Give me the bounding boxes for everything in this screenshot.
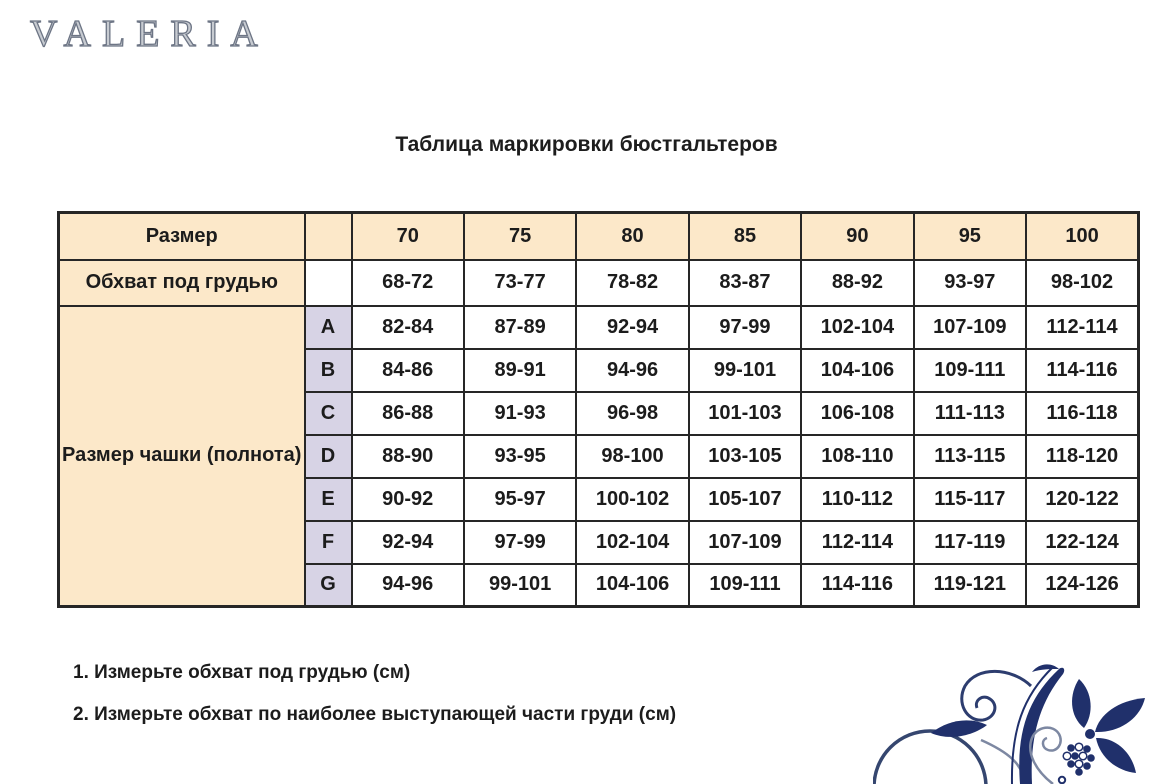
cup-value: 87-89 [464,306,576,349]
cup-value: 99-101 [464,564,576,607]
underbust-value: 68-72 [352,260,464,306]
cup-value: 89-91 [464,349,576,392]
cup-letter: B [305,349,352,392]
cup-value: 98-100 [576,435,688,478]
cup-value: 110-112 [801,478,913,521]
size-value: 80 [576,213,688,260]
cup-letter: E [305,478,352,521]
size-row-label: Размер [59,213,305,260]
cup-value: 114-116 [801,564,913,607]
underbust-row-label: Обхват под грудью [59,260,305,306]
size-value: 70 [352,213,464,260]
cup-value: 119-121 [914,564,1026,607]
cup-value: 86-88 [352,392,464,435]
cup-value: 100-102 [576,478,688,521]
cup-value: 108-110 [801,435,913,478]
size-value: 95 [914,213,1026,260]
brand-logo: VALERIA [30,13,269,55]
cup-value: 112-114 [1026,306,1138,349]
cup-value: 91-93 [464,392,576,435]
table-row-size [59,213,1139,260]
cup-letter: F [305,521,352,564]
cup-value: 104-106 [801,349,913,392]
underbust-value: 98-102 [1026,260,1138,306]
cup-value: 111-113 [914,392,1026,435]
underbust-value: 78-82 [576,260,688,306]
cup-size-label: Размер чашки (полнота) [59,306,305,607]
instruction-line-1: 1. Измерьте обхват под грудью (см) [73,662,411,683]
size-value: 90 [801,213,913,260]
spacer-cell [305,213,352,260]
cup-value: 109-111 [689,564,801,607]
bra-size-table [57,211,1140,608]
cup-value: 95-97 [464,478,576,521]
page-title: Таблица маркировки бюстгальтеров [395,133,778,156]
cup-letter: C [305,392,352,435]
cup-value: 101-103 [689,392,801,435]
cup-value: 109-111 [914,349,1026,392]
measurement-instructions [73,662,676,746]
underbust-value: 88-92 [801,260,913,306]
cup-value: 113-115 [914,435,1026,478]
cup-value: 96-98 [576,392,688,435]
cup-value: 92-94 [576,306,688,349]
cup-value: 97-99 [464,521,576,564]
cup-value: 107-109 [914,306,1026,349]
instruction-line-2: 2. Измерьте обхват по наиболее выступающей части груди (см) [73,704,677,725]
cup-value: 122-124 [1026,521,1138,564]
size-value: 85 [689,213,801,260]
cup-value: 102-104 [576,521,688,564]
cup-value: 115-117 [914,478,1026,521]
cup-value: 117-119 [914,521,1026,564]
cup-value: 105-107 [689,478,801,521]
underbust-value: 93-97 [914,260,1026,306]
spacer-cell [305,260,352,306]
cup-value: 82-84 [352,306,464,349]
underbust-value: 83-87 [689,260,801,306]
table-row-underbust [59,260,1139,306]
size-value: 100 [1026,213,1138,260]
cup-value: 112-114 [801,521,913,564]
cup-letter: D [305,435,352,478]
cup-value: 102-104 [801,306,913,349]
cup-value: 120-122 [1026,478,1138,521]
cup-value: 107-109 [689,521,801,564]
size-value: 75 [464,213,576,260]
cup-value: 90-92 [352,478,464,521]
underbust-value: 73-77 [464,260,576,306]
cup-letter: G [305,564,352,607]
floral-swirl-ornament-icon [873,660,1173,784]
table-row-cup-a [59,306,1139,349]
cup-value: 84-86 [352,349,464,392]
cup-value: 99-101 [689,349,801,392]
cup-value: 114-116 [1026,349,1138,392]
cup-value: 93-95 [464,435,576,478]
cup-value: 116-118 [1026,392,1138,435]
cup-value: 104-106 [576,564,688,607]
cup-letter: A [305,306,352,349]
cup-value: 94-96 [352,564,464,607]
cup-value: 94-96 [576,349,688,392]
cup-value: 103-105 [689,435,801,478]
cup-value: 118-120 [1026,435,1138,478]
cup-value: 124-126 [1026,564,1138,607]
cup-value: 97-99 [689,306,801,349]
cup-value: 88-90 [352,435,464,478]
cup-value: 106-108 [801,392,913,435]
cup-value: 92-94 [352,521,464,564]
